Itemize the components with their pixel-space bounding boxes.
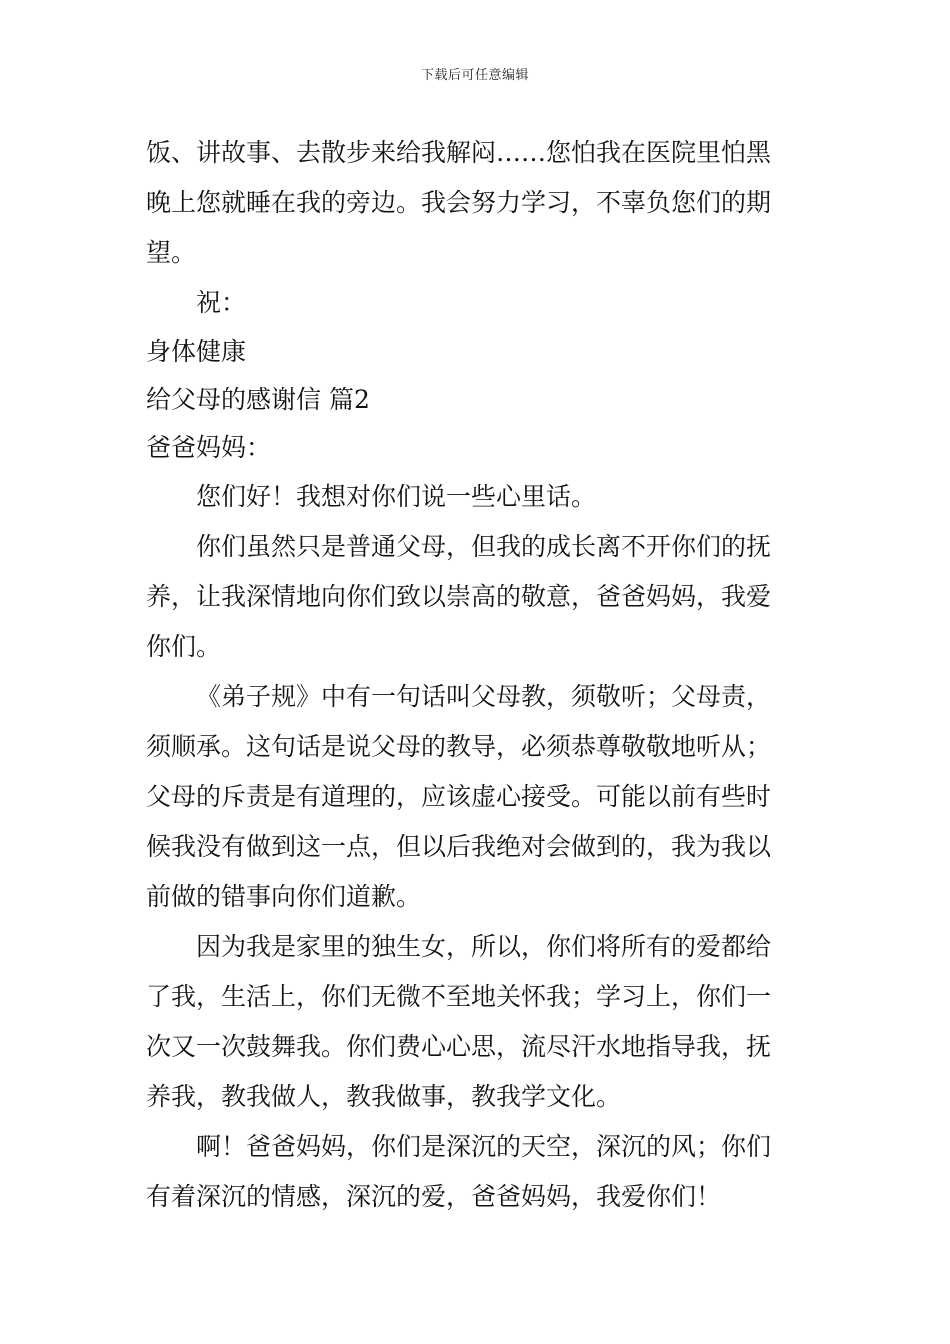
paragraph-line: 你们虽然只是普通父母，但我的成长离不开你们的抚: [196, 532, 772, 561]
paragraph-line: 你们。: [146, 632, 222, 661]
greeting: 爸爸妈妈：: [146, 433, 272, 462]
paragraph-line: 养我，教我做人，教我做事，教我学文化。: [146, 1082, 622, 1111]
paragraph-line: 候我没有做到这一点，但以后我绝对会做到的，我为我以: [146, 832, 772, 861]
closing-wish: 身体健康: [146, 337, 247, 366]
paragraph-line: 前做的错事向你们道歉。: [146, 882, 422, 911]
paragraph-line: 须顺承。这句话是说父母的教导，必须恭尊敬敬地听从；: [146, 732, 772, 761]
paragraph-line: 您们好！我想对你们说一些心里话。: [196, 482, 597, 511]
paragraph-line: 有着深沉的情感，深沉的爱，爸爸妈妈，我爱你们！: [146, 1182, 722, 1211]
paragraph-line: 晚上您就睡在我的旁边。我会努力学习，不辜负您们的期: [146, 188, 772, 217]
paragraph-line: 饭、讲故事、去散步来给我解闷……您怕我在医院里怕黑: [146, 138, 772, 167]
document-body: [146, 128, 810, 1222]
paragraph-line: 父母的斥责是有道理的，应该虚心接受。可能以前有些时: [146, 782, 772, 811]
section-title: 给父母的感谢信 篇2: [146, 385, 370, 414]
paragraph-line: 次又一次鼓舞我。你们费心心思，流尽汗水地指导我，抚: [146, 1032, 772, 1061]
paragraph-line: 《弟子规》中有一句话叫父母教，须敬听；父母责，: [196, 682, 772, 711]
paragraph-line: 因为我是家里的独生女，所以，你们将所有的爱都给: [196, 932, 772, 961]
paragraph-line: 养，让我深情地向你们致以崇高的敬意，爸爸妈妈，我爱: [146, 582, 772, 611]
paragraph-line: 啊！爸爸妈妈，你们是深沉的天空，深沉的风；你们: [196, 1132, 772, 1161]
paragraph-line: 了我，生活上，你们无微不至地关怀我；学习上，你们一: [146, 982, 772, 1011]
closing-salutation: 祝：: [196, 288, 247, 317]
page-header: 下载后可任意编辑: [420, 68, 529, 83]
paragraph-line: 望。: [146, 238, 197, 267]
